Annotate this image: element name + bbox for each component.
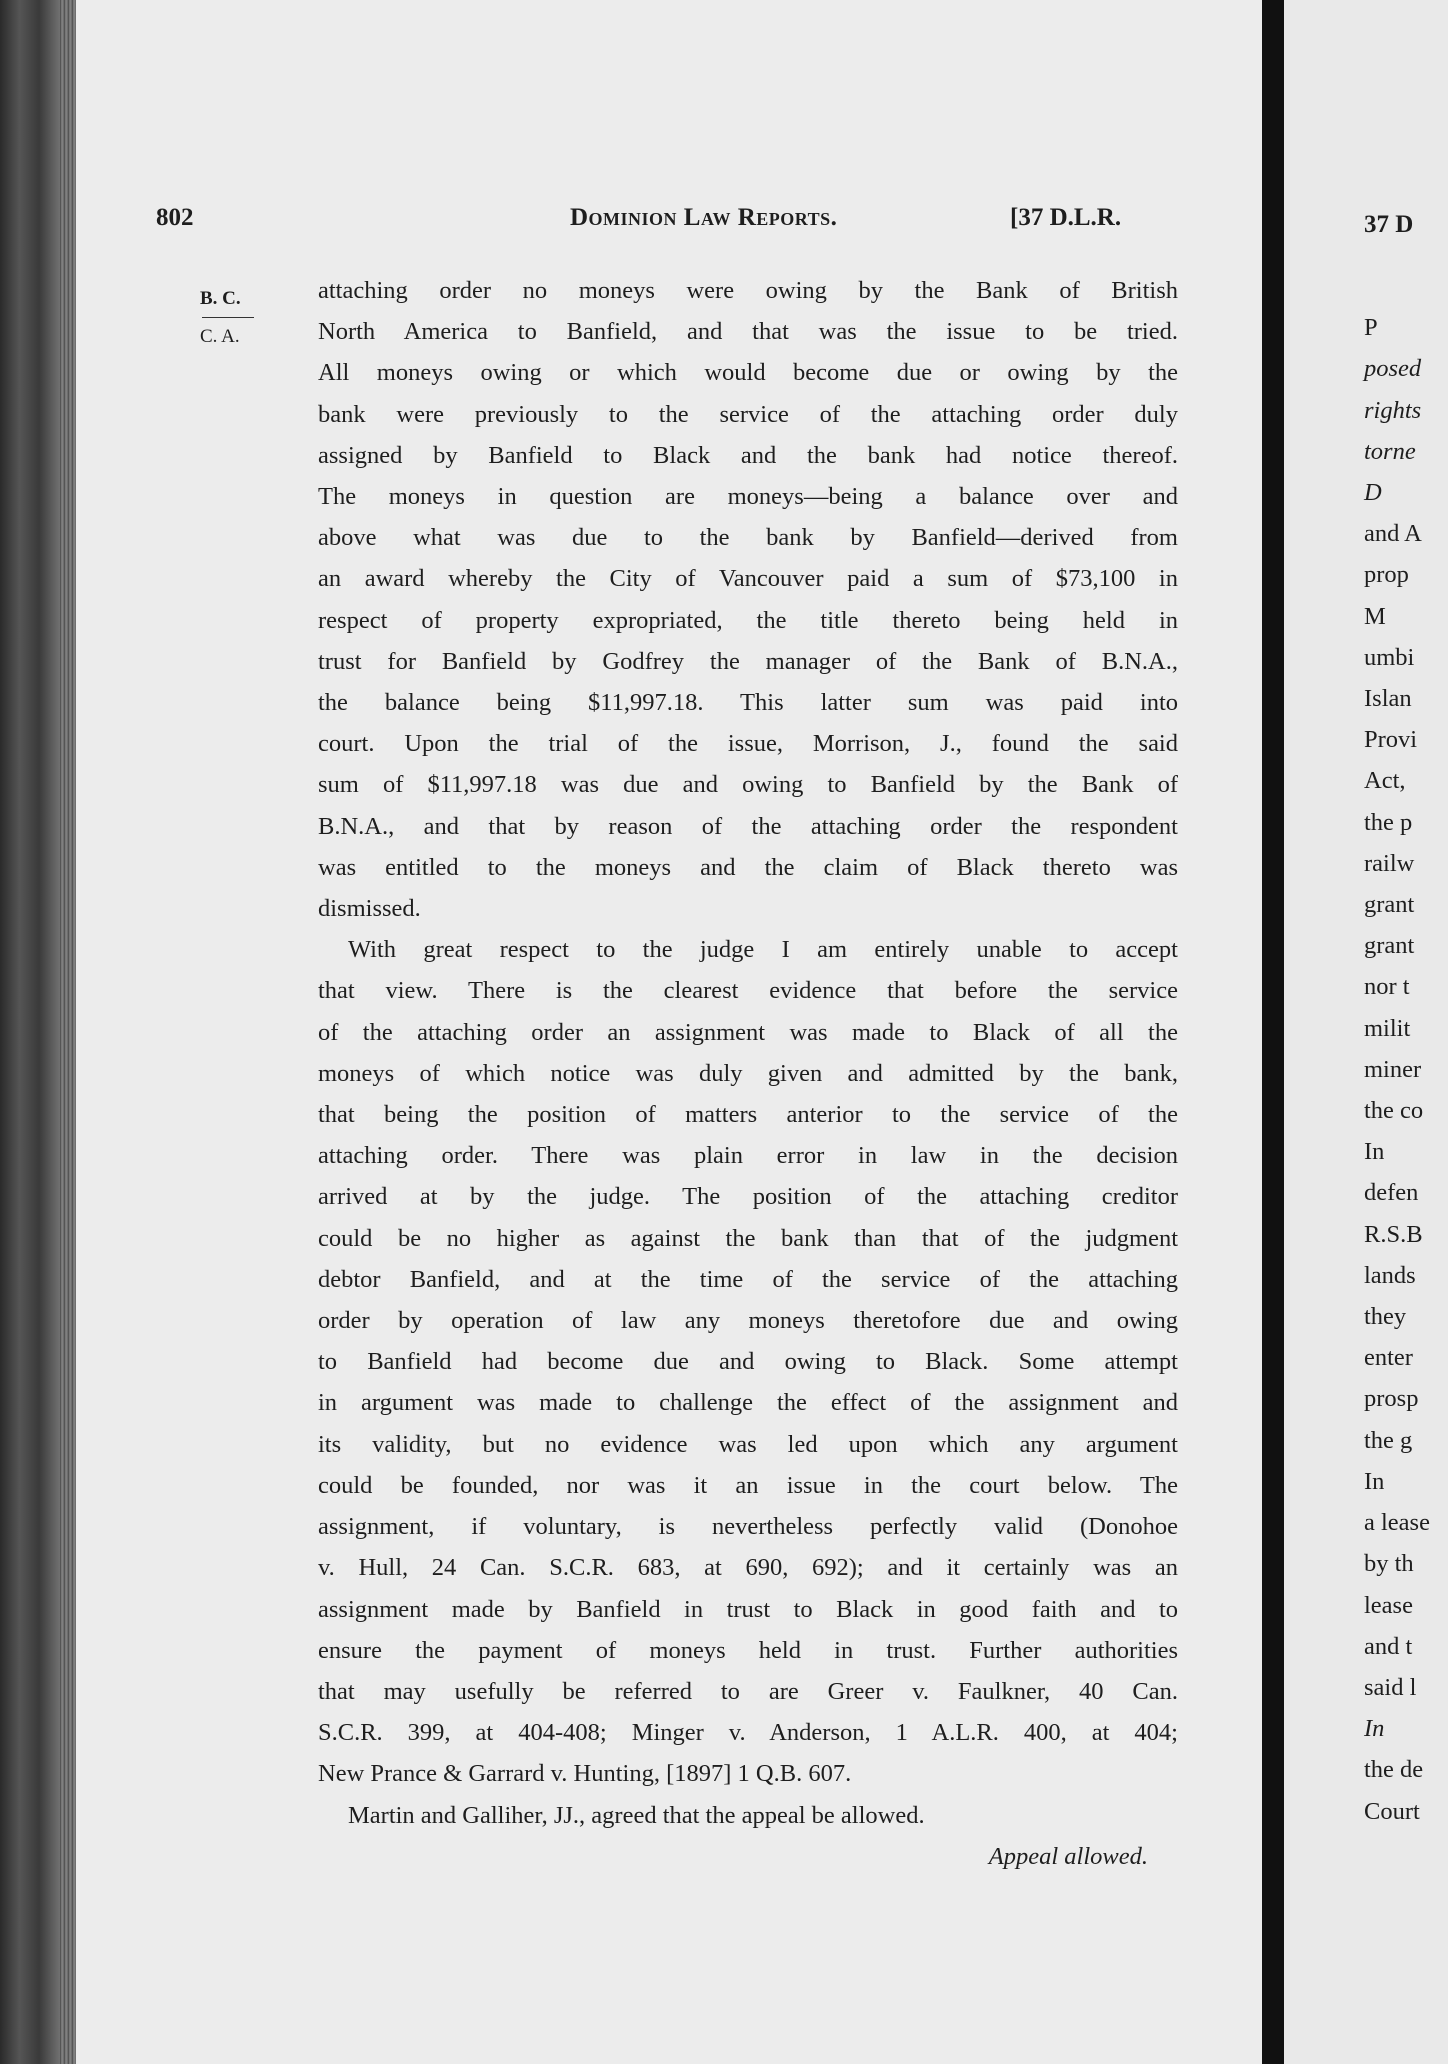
facing-line: Islan <box>1364 685 1412 713</box>
text-line: that view. There is the clearest evidence that before the service <box>318 977 1178 1005</box>
facing-line: defen <box>1364 1179 1419 1207</box>
text-line: v. Hull, 24 Can. S.C.R. 683, at 690, 692); and it certainly was an <box>318 1554 1178 1582</box>
facing-line: In <box>1364 1467 1385 1495</box>
text-line: assignment, if voluntary, is nevertheless perfectly valid (Donohoe <box>318 1513 1178 1541</box>
court-label: B. C. <box>200 288 241 309</box>
text-line: arrived at by the judge. The position of the attaching creditor <box>318 1183 1178 1211</box>
facing-line: and A <box>1364 520 1422 548</box>
text-line: could be founded, nor was it an issue in the court below. The <box>318 1471 1178 1499</box>
facing-line: the p <box>1364 808 1413 836</box>
facing-line: the g <box>1364 1426 1413 1454</box>
text-line: All moneys owing or which would become due or owing by the <box>318 359 1178 387</box>
facing-line: and t <box>1364 1632 1413 1660</box>
text-line: moneys of which notice was duly given and admitted by the bank, <box>318 1059 1178 1087</box>
text-line: of the attaching order an assignment was made to Black of all the <box>318 1018 1178 1046</box>
facing-line: P <box>1364 314 1378 342</box>
facing-line: grant <box>1364 932 1415 960</box>
text-line: North America to Banfield, and that was the issue to be tried. <box>318 318 1178 346</box>
book-gutter <box>1262 0 1284 2064</box>
facing-line: nor t <box>1364 973 1410 1001</box>
paragraph-3 <box>318 1795 1178 1836</box>
text-line: Martin and Galliher, JJ., agreed that the appeal be allowed. <box>348 1801 925 1829</box>
facing-line: rights <box>1364 396 1422 424</box>
text-line: that may usefully be referred to are Greer v. Faulkner, 40 Can. <box>318 1677 1178 1705</box>
facing-line: torne <box>1364 437 1416 465</box>
facing-line: milit <box>1364 1014 1411 1042</box>
text-line: could be no higher as against the bank than that of the judgment <box>318 1224 1178 1252</box>
facing-line: they <box>1364 1303 1407 1331</box>
running-title: Dominion Law Reports. <box>570 204 838 231</box>
text-line: was entitled to the moneys and the claim of Black thereto was <box>318 853 1178 881</box>
text-line: order by operation of law any moneys theretofore due and owing <box>318 1307 1178 1335</box>
text-line: attaching order no moneys were owing by the Bank of British <box>318 277 1178 304</box>
text-line: that being the position of matters anterior to the service of the <box>318 1101 1178 1129</box>
text-line: court. Upon the trial of the issue, Morrison, J., found the said <box>318 730 1178 758</box>
text-line: the balance being $11,997.18. This latter sum was paid into <box>318 689 1178 717</box>
division-label: C. A. <box>200 326 240 347</box>
side-label-divider <box>202 317 254 318</box>
text-line: in argument was made to challenge the effect of the assignment and <box>318 1389 1178 1417</box>
facing-line: lands <box>1364 1261 1416 1289</box>
facing-line: prosp <box>1364 1385 1419 1413</box>
judgment-text <box>318 270 1178 1877</box>
facing-line: lease <box>1364 1591 1413 1619</box>
text-line: to Banfield had become due and owing to Black. Some attempt <box>318 1348 1178 1376</box>
disposition: Appeal allowed. <box>988 1842 1148 1870</box>
text-line: assigned by Banfield to Black and the bank had notice thereof. <box>318 441 1178 469</box>
facing-line: posed <box>1364 355 1422 383</box>
facing-line: In <box>1364 1715 1385 1743</box>
text-line: attaching order. There was plain error in law in the decision <box>318 1142 1178 1170</box>
volume-reference: [37 D.L.R. <box>1010 204 1122 231</box>
facing-line: miner <box>1364 1055 1422 1083</box>
text-line: The moneys in question are moneys—being a balance over and <box>318 483 1178 511</box>
facing-line: Act, <box>1364 767 1406 795</box>
facing-line: Court <box>1364 1797 1420 1825</box>
text-line: S.C.R. 399, at 404-408; Minger v. Anderson, 1 A.L.R. 400, at 404; <box>318 1719 1178 1747</box>
text-line: B.N.A., and that by reason of the attaching order the respondent <box>318 812 1178 840</box>
text-line: With great respect to the judge I am entirely unable to accept <box>348 936 1178 964</box>
text-line: above what was due to the bank by Banfield—derived from <box>318 524 1178 552</box>
facing-page-text <box>1364 204 1430 1832</box>
facing-line: R.S.B <box>1364 1220 1423 1248</box>
facing-line: the co <box>1364 1097 1424 1125</box>
text-line: dismissed. <box>318 895 421 923</box>
text-line: an award whereby the City of Vancouver paid a sum of $73,100 in <box>318 565 1178 593</box>
paragraph-1 <box>318 270 1178 929</box>
facing-line: grant <box>1364 891 1415 919</box>
text-line: sum of $11,997.18 was due and owing to Banfield by the Bank of <box>318 771 1178 799</box>
text-line: ensure the payment of moneys held in trust. Further authorities <box>318 1636 1178 1664</box>
facing-line: M <box>1364 602 1386 630</box>
facing-line: D <box>1364 479 1382 507</box>
text-line: its validity, but no evidence was led upon which any argument <box>318 1430 1178 1458</box>
facing-line: by th <box>1364 1550 1414 1578</box>
facing-line: railw <box>1364 849 1415 877</box>
text-line: assignment made by Banfield in trust to Black in good faith and to <box>318 1595 1178 1623</box>
text-line: New Prance & Garrard v. Hunting, [1897] 1 Q.B. 607. <box>318 1760 852 1788</box>
text-line: bank were previously to the service of the attaching order duly <box>318 400 1178 428</box>
text-line: trust for Banfield by Godfrey the manager of the Bank of B.N.A., <box>318 647 1178 675</box>
facing-line: the de <box>1364 1756 1424 1784</box>
facing-line: Provi <box>1364 726 1418 754</box>
facing-line: enter <box>1364 1344 1413 1372</box>
facing-line: In <box>1364 1138 1385 1166</box>
page-number: 802 <box>156 204 194 231</box>
facing-line: said l <box>1364 1673 1417 1701</box>
text-line: respect of property expropriated, the title thereto being held in <box>318 606 1178 634</box>
paragraph-2 <box>318 929 1178 1794</box>
facing-line: prop <box>1364 561 1409 589</box>
text-line: debtor Banfield, and at the time of the service of the attaching <box>318 1265 1178 1293</box>
facing-page-header: 37 D <box>1364 211 1414 238</box>
facing-line: umbi <box>1364 643 1415 671</box>
facing-line: a lease <box>1364 1509 1430 1537</box>
